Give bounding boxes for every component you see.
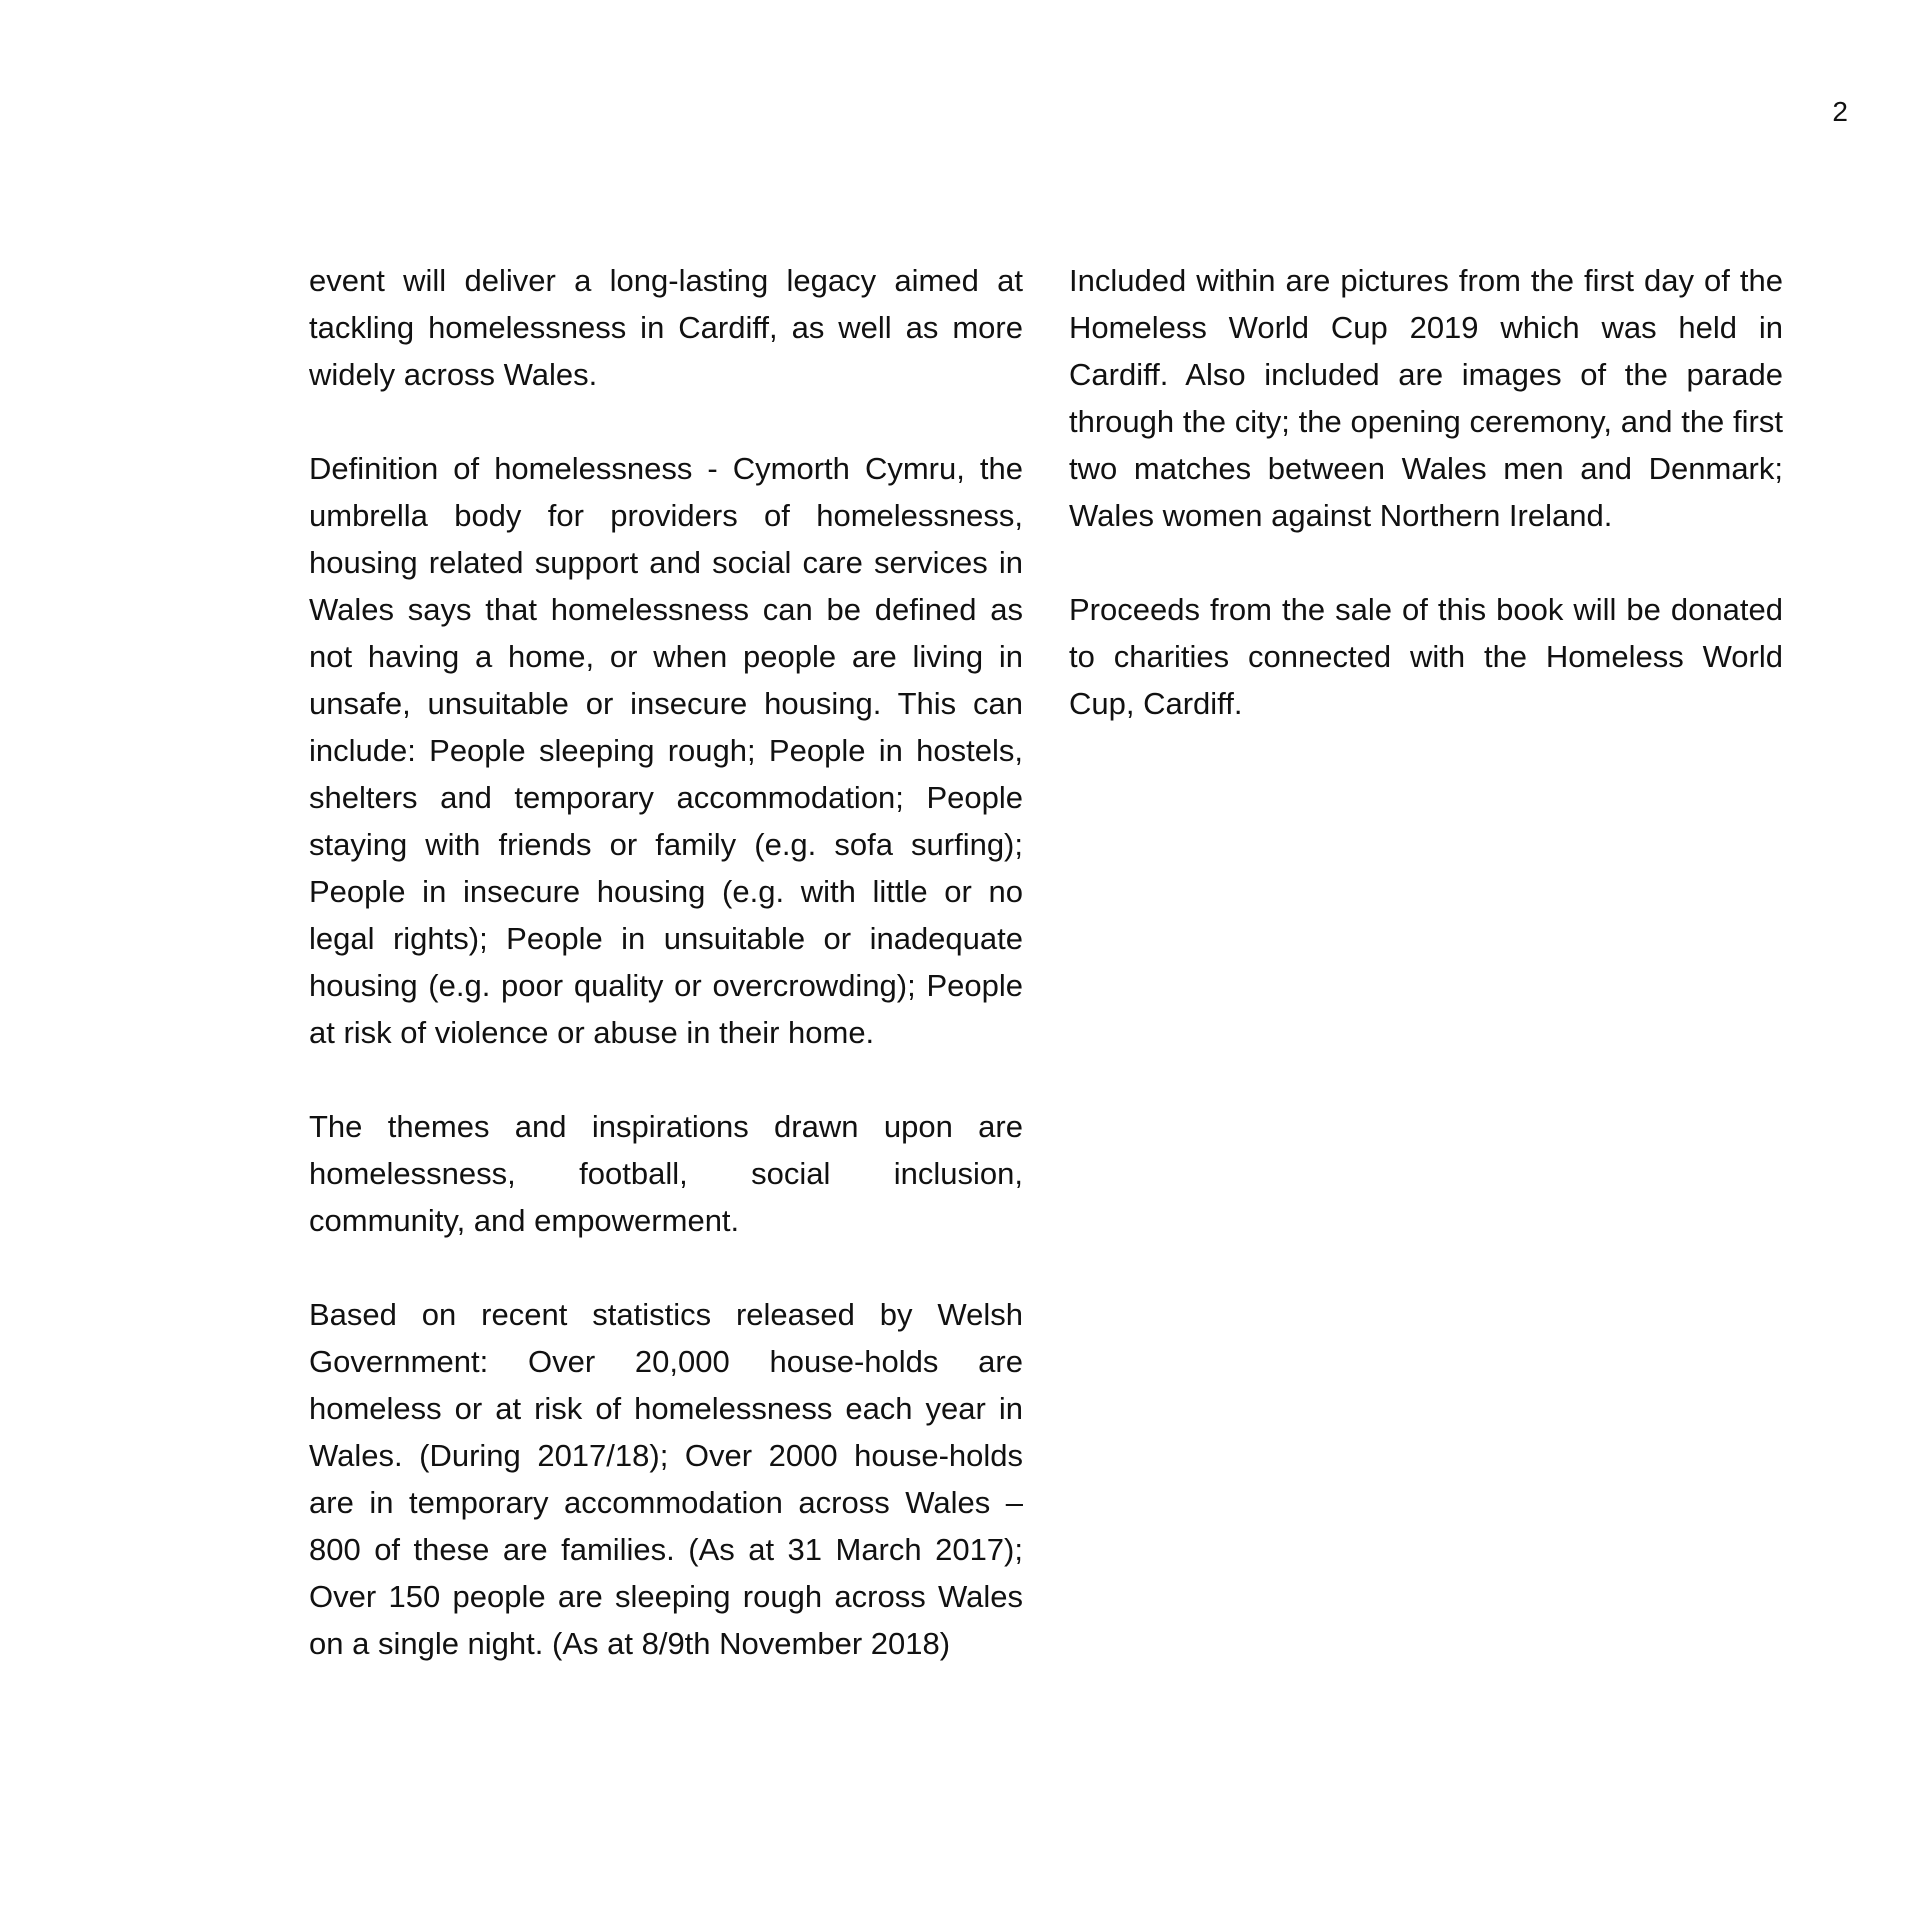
left-column	[309, 257, 1023, 1714]
right-column	[1069, 257, 1783, 774]
themes-paragraph: The themes and inspirations drawn upon are homelessness, football, social inclusion, community, and empowerment.	[309, 1109, 1023, 1238]
definition-paragraph: Definition of homelessness - Cymorth Cymru, the umbrella body for providers of homelessness, housing related support and social care services in Wales says that homelessness can be defined as not having a home, or when people are living in unsafe, unsuitable or insecure housing. This can include: People sleeping rough; People in hostels, shelters and temporary accommodation; People staying with friends or family (e.g. sofa surfing); People in insecure housing (e.g. with little or no legal rights); People in unsuitable or inadequate housing (e.g. poor quality or overcrowding); People at risk of violence or abuse in their home.	[309, 451, 1023, 1050]
page-number: 2	[1832, 96, 1848, 127]
proceeds-paragraph: Proceeds from the sale of this book will be donated to charities connected with the Homeless World Cup, Cardiff.	[1069, 592, 1783, 721]
statistics-paragraph: Based on recent statistics released by Welsh Government: Over 20,000 house-holds are homeless or at risk of homelessness each year in Wales. (During 2017/18); Over 2000 house-holds are in temporary accommodation across Wales – 800 of these are families. (As at 31 March 2017); Over 150 people are sleeping rough across Wales on a single night. (As at 8/9th November 2018)	[309, 1297, 1023, 1661]
pictures-paragraph: Included within are pictures from the first day of the Homeless World Cup 2019 which was held in Cardiff. Also included are images of the parade through the city; the opening ceremony, and the first two matches between Wales men and Denmark; Wales women against Northern Ireland.	[1069, 263, 1783, 533]
legacy-paragraph: event will deliver a long-lasting legacy aimed at tackling homelessness in Cardiff, as well as more widely across Wales.	[309, 263, 1023, 392]
